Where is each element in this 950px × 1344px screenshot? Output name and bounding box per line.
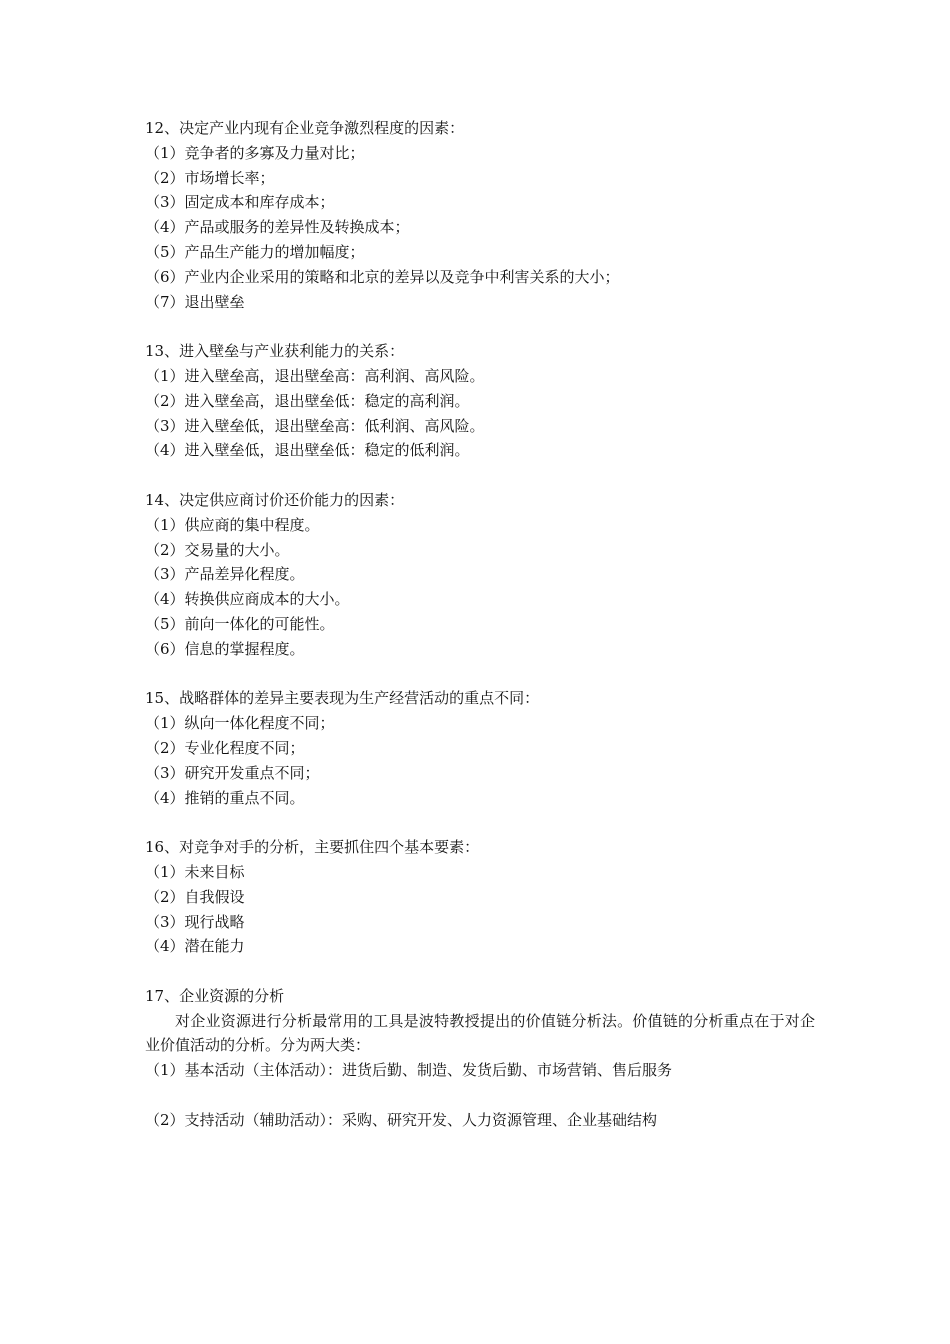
section-17-item-2: （2）支持活动（辅助活动）：采购、研究开发、人力资源管理、企业基础结构 — [145, 1110, 658, 1129]
section-13-item-2: （2）进入壁垒高，退出壁垒低：稳定的高利润。 — [145, 391, 470, 410]
section-15-item-2: （2）专业化程度不同； — [145, 738, 305, 757]
section-16-heading: 16、对竞争对手的分析，主要抓住四个基本要素： — [145, 838, 480, 857]
section-13-item-3: （3）进入壁垒低，退出壁垒高：低利润、高风险。 — [145, 416, 485, 435]
section-12-item-1: （1）竞争者的多寡及力量对比； — [145, 143, 365, 162]
section-12-item-4: （4）产品或服务的差异性及转换成本； — [145, 218, 410, 237]
section-spacer — [145, 662, 815, 687]
section-12-item-7: （7）退出壁垒 — [145, 292, 245, 311]
section-14-item-1: （1）供应商的集中程度。 — [145, 515, 320, 534]
section-14-item-3: （3）产品差异化程度。 — [145, 565, 305, 584]
section-14-item-2: （2）交易量的大小。 — [145, 540, 290, 559]
section-spacer — [145, 463, 815, 488]
section-14-heading: 14、决定供应商讨价还价能力的因素： — [145, 490, 405, 509]
section-spacer — [145, 810, 815, 835]
section-13-item-1: （1）进入壁垒高，退出壁垒高：高利润、高风险。 — [145, 366, 485, 385]
section-12-item-2: （2）市场增长率； — [145, 168, 275, 187]
section-12-item-5: （5）产品生产能力的增加幅度； — [145, 242, 365, 261]
section-spacer — [145, 959, 815, 984]
section-16-item-3: （3）现行战略 — [145, 912, 245, 931]
section-15-item-3: （3）研究开发重点不同； — [145, 763, 320, 782]
section-17-item-1: （1）基本活动（主体活动）：进货后勤、制造、发货后勤、市场营销、售后服务 — [145, 1061, 673, 1080]
section-spacer — [145, 314, 815, 339]
section-13-item-4: （4）进入壁垒低，退出壁垒低：稳定的低利润。 — [145, 441, 470, 460]
section-13-heading: 13、进入壁垒与产业获利能力的关系： — [145, 342, 405, 361]
section-14-item-6: （6）信息的掌握程度。 — [145, 639, 305, 658]
section-15-item-1: （1）纵向一体化程度不同； — [145, 714, 335, 733]
section-15-item-4: （4）推销的重点不同。 — [145, 788, 305, 807]
section-12-heading: 12、决定产业内现有企业竞争激烈程度的因素： — [145, 119, 465, 137]
section-16-item-2: （2）自我假设 — [145, 887, 245, 906]
section-15-heading: 15、战略群体的差异主要表现为生产经营活动的重点不同： — [145, 689, 540, 708]
section-17-paragraph: 对企业资源进行分析最常用的工具是波特教授提出的价值链分析法。价值链的分析重点在于对企业价值活动的分析。分为两大类： — [145, 1011, 815, 1055]
section-16-item-4: （4）潜在能力 — [145, 937, 245, 956]
section-12-item-6: （6）产业内企业采用的策略和北京的差异以及竞争中利害关系的大小； — [145, 267, 620, 286]
section-spacer — [145, 1083, 815, 1108]
section-14-item-5: （5）前向一体化的可能性。 — [145, 614, 335, 633]
document-body — [145, 116, 815, 1133]
section-14-item-4: （4）转换供应商成本的大小。 — [145, 590, 350, 609]
section-12-item-3: （3）固定成本和库存成本； — [145, 193, 335, 212]
section-16-item-1: （1）未来目标 — [145, 862, 245, 881]
section-17-heading: 17、企业资源的分析 — [145, 986, 285, 1005]
